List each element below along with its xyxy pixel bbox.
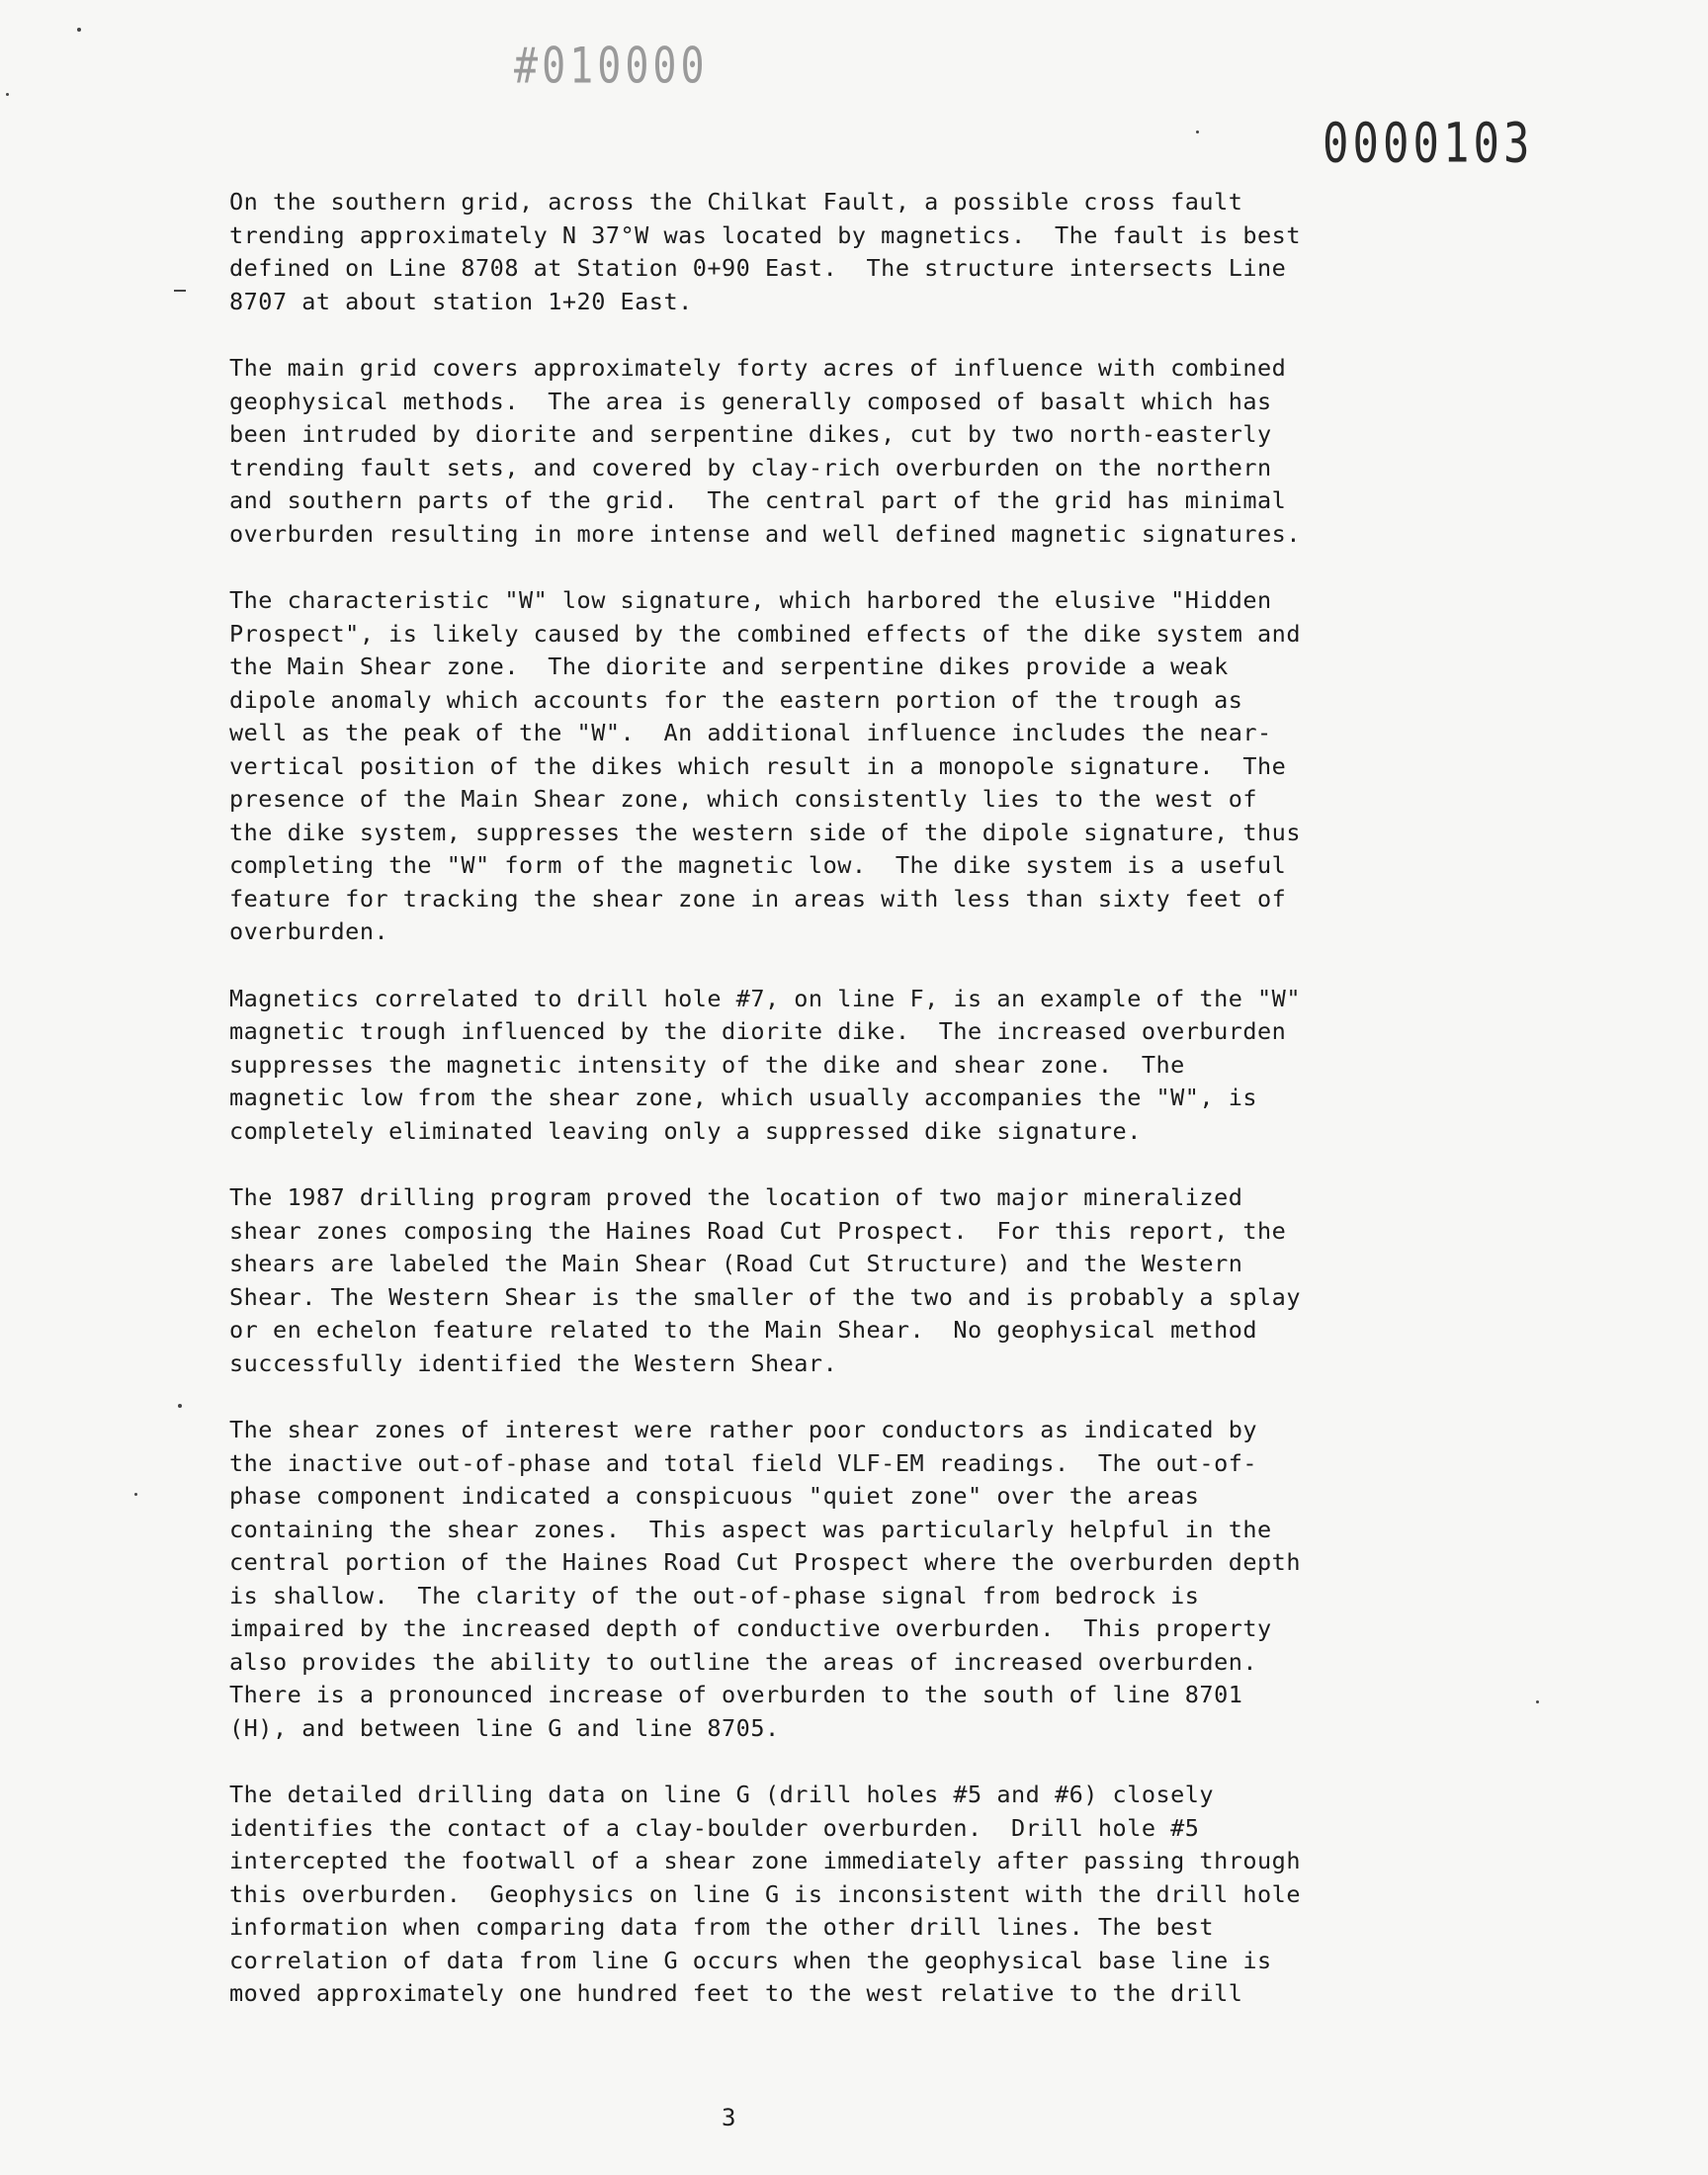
paragraph xyxy=(229,1181,1494,1380)
text-line: The shear zones of interest were rather poor conductors as indicated by xyxy=(229,1416,1258,1443)
text-line: The main grid covers approximately forty acres of influence with combined xyxy=(229,354,1287,382)
text-line: well as the peak of the "W". An additional influence includes the near- xyxy=(229,719,1272,746)
text-line: correlation of data from line G occurs when the geophysical base line is xyxy=(229,1946,1272,1974)
text-line: moved approximately one hundred feet to the west relative to the drill xyxy=(229,1979,1243,2007)
text-line: phase component indicated a conspicuous "quiet zone" over the areas xyxy=(229,1482,1200,1510)
text-line: The detailed drilling data on line G (drill holes #5 and #6) closely xyxy=(229,1781,1215,1808)
paragraph xyxy=(229,1779,1494,2011)
paragraph xyxy=(229,352,1494,551)
text-line: Prospect", is likely caused by the combined effects of the dike system and xyxy=(229,619,1301,648)
text-line: or en echelon feature related to the Main Shear. No geophysical method xyxy=(229,1316,1258,1344)
text-line: feature for tracking the shear zone in areas with less than sixty feet of xyxy=(229,884,1287,913)
text-line: suppresses the magnetic intensity of the dike and shear zone. The xyxy=(229,1050,1185,1079)
paragraph xyxy=(229,1414,1494,1745)
text-line: overburden resulting in more intense and well defined magnetic signatures. xyxy=(229,519,1301,548)
text-line: shears are labeled the Main Shear (Road Cut Structure) and the Western xyxy=(229,1250,1243,1277)
text-line: containing the shear zones. This aspect was particularly helpful in the xyxy=(229,1515,1272,1543)
scan-speck xyxy=(178,1404,182,1408)
text-line: also provides the ability to outline the areas of increased overburden. xyxy=(229,1647,1258,1676)
text-line: impaired by the increased depth of conductive overburden. This property xyxy=(229,1614,1272,1642)
scan-speck xyxy=(77,28,81,32)
text-line: completing the "W" form of the magnetic low. The dike system is a useful xyxy=(229,851,1287,879)
text-line: defined on Line 8708 at Station 0+90 East. The structure intersects Line xyxy=(229,254,1287,282)
text-line: 8707 at about station 1+20 East. xyxy=(229,287,693,315)
text-line: vertical position of the dikes which result in a monopole signature. The xyxy=(229,751,1287,780)
page-number: 3 xyxy=(722,2104,736,2132)
scan-speck xyxy=(134,1493,137,1496)
text-line: magnetic low from the shear zone, which usually accompanies the "W", is xyxy=(229,1084,1258,1111)
text-line: geophysical methods. The area is generally composed of basalt which has xyxy=(229,387,1272,415)
text-line: On the southern grid, across the Chilkat Fault, a possible cross fault xyxy=(229,188,1243,216)
text-line: information when comparing data from the other drill lines. The best xyxy=(229,1913,1215,1941)
text-line: and southern parts of the grid. The central part of the grid has minimal xyxy=(229,486,1287,514)
text-line: identifies the contact of a clay-boulder overburden. Drill hole #5 xyxy=(229,1813,1200,1842)
text-line: the dike system, suppresses the western side of the dipole signature, thus xyxy=(229,818,1301,846)
text-line: the Main Shear zone. The diorite and serpentine dikes provide a weak xyxy=(229,652,1229,680)
paragraph xyxy=(229,983,1494,1149)
text-line: the inactive out-of-phase and total field VLF-EM readings. The out-of- xyxy=(229,1448,1258,1477)
text-line: been intruded by diorite and serpentine dikes, cut by two north-easterly xyxy=(229,420,1272,448)
paragraph xyxy=(229,584,1494,949)
text-line: The 1987 drilling program proved the location of two major mineralized xyxy=(229,1183,1243,1211)
text-line: this overburden. Geophysics on line G is inconsistent with the drill hole xyxy=(229,1879,1301,1908)
body-text xyxy=(229,186,1494,2044)
scan-speck xyxy=(6,93,9,96)
text-line: completely eliminated leaving only a suppressed dike signature. xyxy=(229,1116,1142,1145)
text-line: magnetic trough influenced by the diorite dike. The increased overburden xyxy=(229,1017,1287,1045)
text-line: trending approximately N 37°W was located by magnetics. The fault is best xyxy=(229,220,1301,249)
stamp-top-number: #010000 xyxy=(514,38,709,95)
text-line: intercepted the footwall of a shear zone immediately after passing through xyxy=(229,1847,1301,1874)
text-line: successfully identified the Western Shear. xyxy=(229,1348,838,1377)
text-line: (H), and between line G and line 8705. xyxy=(229,1713,780,1742)
paragraph xyxy=(229,186,1494,318)
scan-dash-mark xyxy=(174,290,186,292)
text-line: shear zones composing the Haines Road Cut Prospect. For this report, the xyxy=(229,1216,1287,1245)
text-line: There is a pronounced increase of overburden to the south of line 8701 xyxy=(229,1681,1243,1708)
scan-speck xyxy=(1536,1700,1539,1703)
text-line: central portion of the Haines Road Cut Prospect where the overburden depth xyxy=(229,1548,1301,1576)
text-line: is shallow. The clarity of the out-of-phase signal from bedrock is xyxy=(229,1581,1200,1610)
stamp-document-number: 0000103 xyxy=(1323,112,1534,176)
text-line: Magnetics correlated to drill hole #7, on line F, is an example of the "W" xyxy=(229,984,1301,1012)
text-line: presence of the Main Shear zone, which consistently lies to the west of xyxy=(229,785,1258,813)
text-line: overburden. xyxy=(229,917,389,945)
text-line: dipole anomaly which accounts for the eastern portion of the trough as xyxy=(229,685,1243,714)
scan-speck xyxy=(1196,130,1199,133)
text-line: trending fault sets, and covered by clay-rich overburden on the northern xyxy=(229,453,1272,481)
text-line: The characteristic "W" low signature, which harbored the elusive "Hidden xyxy=(229,586,1272,614)
text-line: Shear. The Western Shear is the smaller of the two and is probably a splay xyxy=(229,1282,1301,1311)
